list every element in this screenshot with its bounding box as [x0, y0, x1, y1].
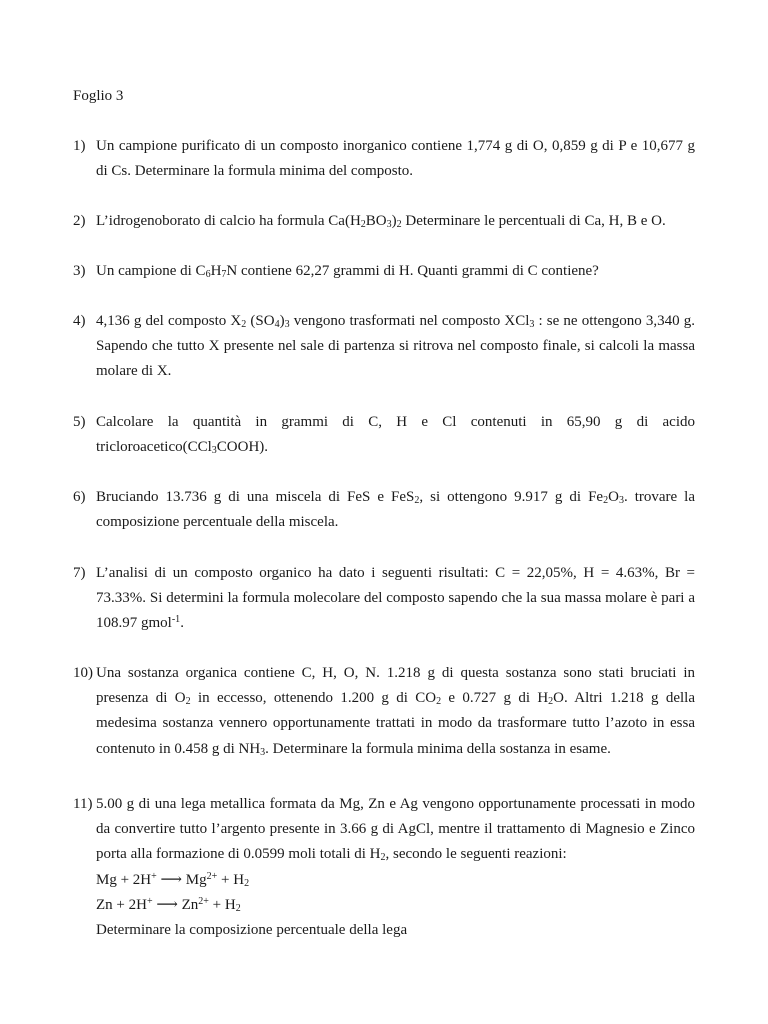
question-number: 5): [73, 414, 86, 430]
question-11: [73, 792, 695, 943]
question-10: [73, 661, 695, 762]
question-number: 1): [73, 138, 86, 154]
question-7: [73, 561, 695, 637]
question-number: 3): [73, 263, 86, 279]
question-text: Una sostanza organica contiene C, H, O, N. 1.218 g di questa sostanza sono stati bruciati in presenza di $O_2$ in eccesso, ottenendo 1.200 g di $CO_2$ e 0.727 g di $H_2O$. Altri 1.218 g della medesima sostanza vennero opportunamente trattati in modo da trasformare tutto l’azoto in essa contenuto in 0.458 g di $NH_3$. Determinare la formula minima della sostanza in esame.: [96, 665, 695, 758]
reaction-zinc: Zn + 2H+ ⟶ $Zn^{2+} + H_2$: [96, 895, 241, 914]
question-1: [73, 134, 695, 184]
question-2: [73, 209, 695, 234]
question-text: Un campione purificato di un composto inorganico contiene 1,774 g di O, 0,859 g di P e 10,677 g di Cs. Determinare la formula minima del composto.: [96, 138, 695, 180]
page-title: Foglio 3: [73, 88, 124, 104]
question-text: 4,136 g del composto $X_2$ $(SO_4)_3$ vengono trasformati nel composto XCl$_3$ : se ne ottengono 3,340 g. Sapendo che tutto X presente nel sale di partenza si ritrova nel composto finale, si calcoli la massa molare di X.: [96, 313, 695, 380]
question-text: Calcolare la quantità in grammi di C, H e Cl contenuti in 65,90 g di acido tricloroacetico(CCl$_3$COOH).: [96, 414, 695, 457]
question-5: [73, 410, 695, 460]
reaction-magnesium: Mg + 2H+ ⟶ $Mg^{2+} + H_2$: [96, 870, 250, 889]
question-number: 7): [73, 565, 86, 581]
question-text: Un campione di $C_6H_7N$ contiene 62,27 grammi di H. Quanti grammi di C contiene?: [96, 263, 599, 280]
question-number: 6): [73, 489, 86, 505]
question-text: L’analisi di un composto organico ha dato i seguenti risultati: C = 22,05%, H = 4.63%, Br = 73.33%. Si determini la formula molecolare del composto sapendo che la sua massa molare è pari a 108.97 gmol$^{-1}$.: [96, 565, 695, 632]
closing-instruction: Determinare la composizione percentuale della lega: [96, 922, 408, 939]
question-4: [73, 309, 695, 385]
question-number: 4): [73, 313, 86, 329]
question-text: Bruciando 13.736 g di una miscela di FeS e FeS$_2$, si ottengono 9.917 g di $Fe_2O_3$. trovare la composizione percentuale della miscela.: [96, 489, 695, 531]
question-3: [73, 259, 695, 284]
question-text: 5.00 g di una lega metallica formata da Mg, Zn e Ag vengono opportunamente processati in modo da convertire tutto l’argento presente in 3.66 g di AgCl, mentre il trattamento di Magnesio e Zinco porta alla formazione di 0.0599 moli totali di $H_2$, secondo le seguenti reazioni: Mg + 2H+ ⟶ $Mg^{2+} + H_2$ Zn + 2H+ ⟶ $Zn^{2+} + H_2$ Determinare la composizione percentuale della lega: [96, 792, 695, 943]
question-number: 2): [73, 213, 86, 229]
question-number: 10): [73, 665, 93, 681]
question-text: L’idrogenoborato di calcio ha formula $Ca(H_2BO_3)_2$ Determinare le percentuali di Ca, H, B e O.: [96, 213, 666, 230]
question-6: [73, 485, 695, 535]
question-number: 11): [73, 796, 93, 812]
